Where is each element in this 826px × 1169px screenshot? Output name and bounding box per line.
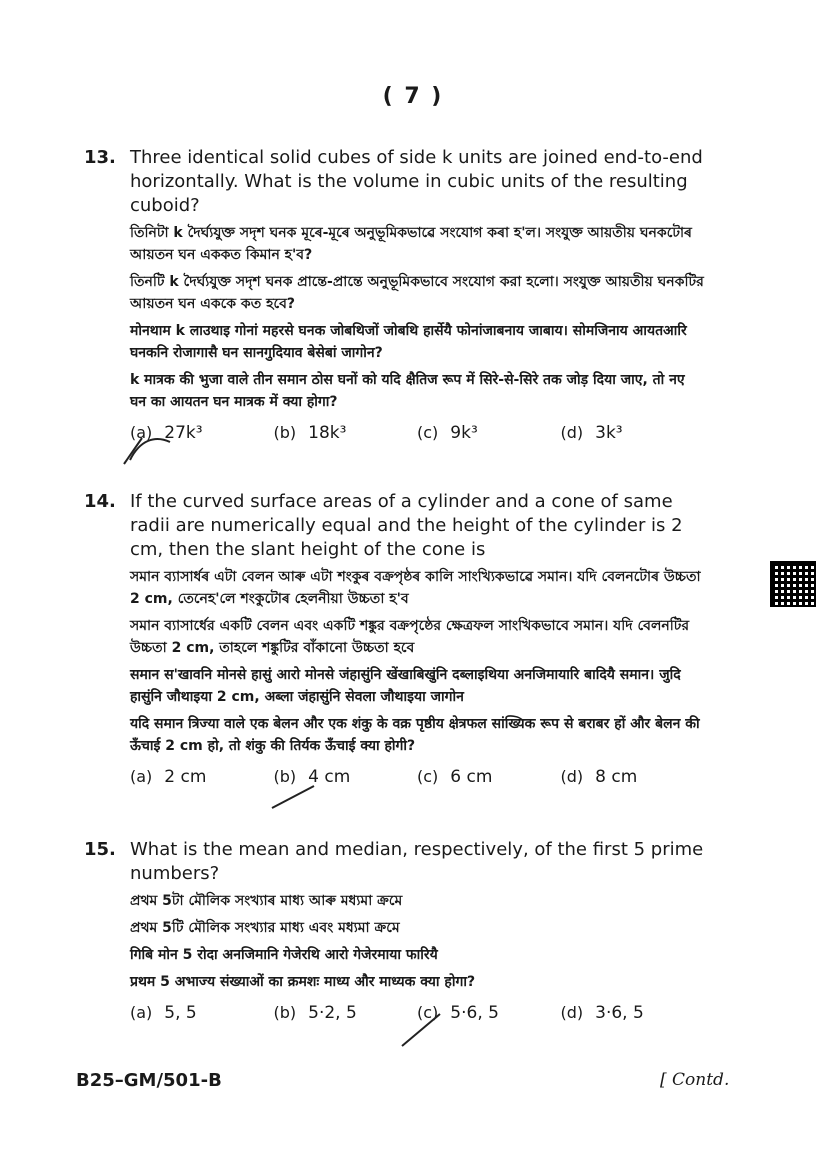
question-text-hindi: यदि समान त्रिज्या वाले एक बेलन और एक शंकु के वक्र पृष्ठीय क्षेत्रफल सांख्यिक रूप से बराबर हों और बेलन की ऊँचाई 2 cm हो, तो शंकु की तिर्यक ऊँचाई क्या होगी? [130, 716, 700, 754]
question-text-assamese: তিনিটা k দৈৰ্ঘ্যযুক্ত সদৃশ ঘনক মূৰে-মূৰে অনুভূমিকভাৱে সংযোগ কৰা হ'ল। সংযুক্ত আয়তীয় ঘনকটোৰ আয়তন ঘন এককত কিমান হ'ব? [130, 225, 692, 263]
continued-label: [ Contd. [660, 1070, 730, 1090]
question-number: 15. [84, 839, 116, 860]
question-text-bengali: প্রথম 5টি মৌলিক সংখ্যার মাধ্য এবং মধ্যমা ক্রমে [130, 920, 400, 936]
question-text-assamese: প্ৰথম 5টা মৌলিক সংখ্যাৰ মাধ্য আৰু মধ্যমা ক্ৰমে [130, 893, 403, 909]
question-number: 14. [84, 491, 116, 512]
question-text-english: Three identical solid cubes of side k units are joined end-to-end horizontally. What is the volume in cubic units of the resulting cuboid? [130, 147, 703, 216]
question-text-english: What is the mean and median, respectively, of the first 5 prime numbers? [130, 839, 704, 884]
question-number: 13. [84, 147, 116, 168]
option-c: (c) 9k³ [417, 423, 478, 443]
question-14 [84, 490, 704, 787]
options-list [130, 1003, 704, 1023]
option-d: (d) 8 cm [560, 767, 638, 787]
option-c: (c) 6 cm [417, 767, 493, 787]
options-list [130, 423, 704, 443]
question-15 [84, 838, 704, 1023]
question-text-bodo: गिबि मोन 5 रोदा अनजिमानि गेजेरथि आरो गेजेरमाया फारियै [130, 947, 438, 963]
option-b: (b) 18k³ [273, 423, 347, 443]
question-text-english: If the curved surface areas of a cylinder and a cone of same radii are numerically equal and the height of the cylinder is 2 cm, then the slant height of the cone is [130, 491, 683, 560]
paper-code: B25–GM/501-B [76, 1070, 222, 1091]
question-text-bodo: मोनथाम k लाउथाइ गोनां महरसे घनक जोबथिजों जोबथि हार्सेयै फोनांजाबनाय जाबाय। सोमजिनाय आयतआरि घनकनि रोजागासै घन सानगुदियाव बेसेबां जागोन? [130, 323, 687, 361]
question-text-bengali: সমান ব্যাসার্ধের একটি বেলন এবং একটি শঙ্কুর বক্রপৃষ্ঠের ক্ষেত্রফল সাংখিকভাবে সমান। যদি বেলনটির উচ্চতা 2 cm, তাহলে শঙ্কুটির বাঁকানো উচ্চতা হবে [130, 618, 690, 656]
option-b: (b) 5·2, 5 [273, 1003, 357, 1023]
option-a: (a) 5, 5 [130, 1003, 197, 1023]
option-c: (c) 5·6, 5 [417, 1003, 499, 1023]
option-b: (b) 4 cm [273, 767, 351, 787]
question-text-hindi: k मात्रक की भुजा वाले तीन समान ठोस घनों को यदि क्षैतिज रूप में सिरे-से-सिरे तक जोड़ दिया जाए, तो नए घन का आयतन घन मात्रक में क्या होगा? [130, 372, 685, 410]
page-number: ( 7 ) [382, 84, 444, 109]
options-list [130, 767, 704, 787]
question-text-assamese: সমান ব্যাসাৰ্ধৰ এটা বেলন আৰু এটা শংকুৰ বক্রপৃষ্ঠৰ কালি সাংখ্যিকভাৱে সমান। যদি বেলনটোৰ উচ্চতা 2 cm, তেনেহ'লে শংকুটোৰ হেলনীয়া উচ্চতা হ'ব [130, 569, 701, 607]
question-13 [84, 146, 704, 443]
question-text-hindi: प्रथम 5 अभाज्य संख्याओं का क्रमशः माध्य और माध्यक क्या होगा? [130, 974, 476, 990]
question-text-bengali: তিনটি k দৈর্ঘ্যযুক্ত সদৃশ ঘনক প্রান্তে-প্রান্তে অনুভূমিকভাবে সংযোগ করা হলো। সংযুক্ত আয়তীয় ঘনকটির আয়তন ঘন এককে কত হবে? [130, 274, 704, 312]
question-text-bodo: समान स'खावनि मोनसे हासुं आरो मोनसे जंहासुंनि खेंखाबिखुंनि दब्लाइथिया अनजिमायारि बादियै समान। जुदि हासुंनि जौथाइया 2 cm, अब्ला जंहासुंनि सेवला जौथाइया जागोन [130, 667, 681, 705]
option-d: (d) 3k³ [560, 423, 623, 443]
option-d: (d) 3·6, 5 [560, 1003, 644, 1023]
option-a: (a) 27k³ [130, 423, 203, 443]
qr-code-icon [772, 563, 814, 605]
option-a: (a) 2 cm [130, 767, 207, 787]
